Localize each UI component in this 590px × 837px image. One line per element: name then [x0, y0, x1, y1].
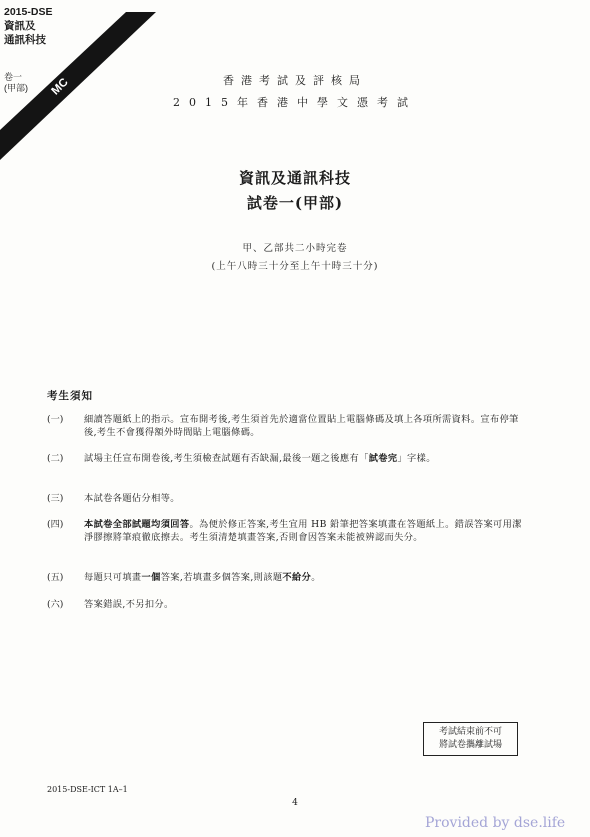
instruction-item-3: [47, 492, 527, 505]
notice-line1: 考試結束前不可: [438, 727, 502, 737]
instruction-number: (二): [47, 453, 64, 464]
corner-paper-line2: (甲部): [4, 83, 28, 93]
mc-tag: MC: [49, 76, 71, 98]
exam-time-range: (上午八時三十分至上午十時三十分): [211, 261, 379, 272]
instruction-text: 細讀答題紙上的指示。宣布開考後,考生須首先於適當位置貼上電腦條碼及填上各項所需資料。宣布停筆後,考生不會獲得額外時間貼上電腦條碼。: [84, 414, 519, 438]
instruction-text-part: 」字樣。: [397, 453, 436, 464]
instruction-text-bold: 試卷完: [368, 453, 398, 464]
corner-paper-line1: 卷一: [4, 72, 23, 82]
instruction-item-1: [47, 413, 527, 439]
instruction-text-part: 試場主任宣布開卷後,考生須檢查試題有否缺漏,最後一題之後應有「: [84, 453, 369, 464]
instruction-text-part: 。: [311, 572, 321, 583]
corner-exam-label: [4, 5, 52, 47]
corner-exam-code: 2015-DSE: [4, 6, 53, 18]
corner-subject-line1: 資訊及: [4, 20, 36, 32]
paper-code-footer: 2015-DSE-ICT 1A–1: [47, 785, 128, 794]
page-number: 4: [292, 798, 298, 808]
notice-box: [423, 722, 518, 756]
instruction-number: (一): [47, 414, 64, 425]
instruction-text-bold: 本試卷全部試題均須回答: [84, 519, 190, 530]
instruction-text-bold: 一個: [141, 572, 161, 583]
subject-title: 資訊及通訊科技: [238, 169, 351, 187]
instructions-heading: 考生須知: [47, 390, 93, 402]
instruction-text-part: 每題只可填畫: [84, 572, 142, 583]
instruction-number: (三): [47, 493, 64, 504]
instruction-text-part: 。為便於修正答案,考生宜用 HB 鉛筆把答案填畫在答題紙上。錯誤答案可用潔淨膠擦將筆痕徹底擦去。考生須清楚填畫答案,否則會因答案未能被辨認而失分。: [84, 519, 522, 543]
instruction-number: (五): [47, 572, 64, 583]
provider-watermark: Provided by dse.life: [425, 815, 566, 831]
instruction-text-part: 答案,若填畫多個答案,則該題: [160, 572, 283, 583]
instruction-text-bold: 不給分: [282, 572, 312, 583]
corner-subject-line2: 通訊科技: [4, 34, 46, 46]
instruction-text: 本試卷各題佔分相等。: [84, 493, 180, 504]
instruction-number: (六): [47, 599, 64, 610]
instruction-text: [84, 452, 527, 465]
exam-name: 2015年香港中學文憑考試: [173, 96, 417, 109]
instruction-item-5: [47, 571, 527, 584]
instruction-item-6: [47, 598, 527, 611]
instruction-item-4: [47, 518, 527, 544]
instruction-item-2: [47, 452, 527, 465]
instruction-text: [84, 571, 527, 584]
instruction-text: 答案錯誤,不另扣分。: [84, 599, 174, 610]
instruction-number: (四): [47, 519, 64, 530]
exam-duration: 甲、乙部共二小時完卷: [242, 243, 348, 254]
exam-authority: 香港考試及評核局: [223, 74, 367, 87]
notice-line2: 將試卷攜離試場: [438, 740, 502, 750]
instruction-text: [84, 518, 527, 544]
paper-title: 試卷一(甲部): [246, 194, 344, 212]
